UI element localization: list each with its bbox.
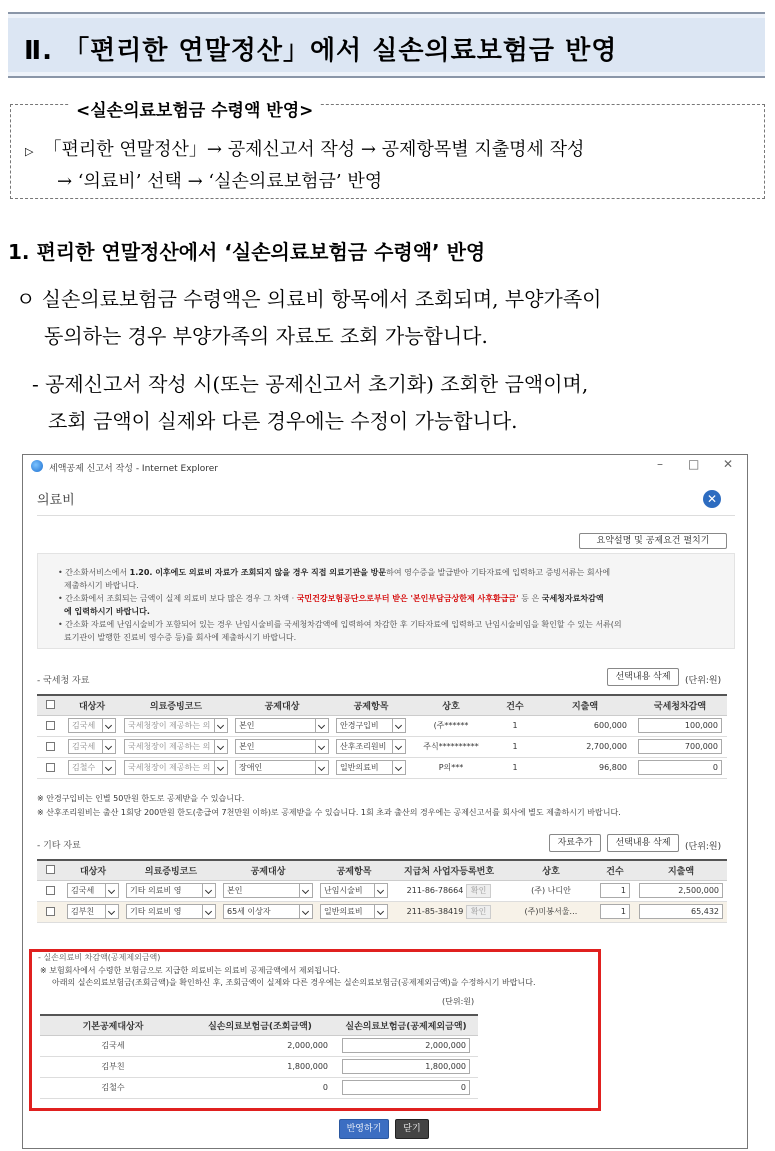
chevron-down-icon — [315, 740, 328, 753]
other-unit: (단위:원) — [685, 842, 722, 852]
item-select[interactable]: 일반의료비 — [336, 760, 406, 775]
chevron-down-icon — [299, 884, 312, 897]
paragraph-1-line-2: 동의하는 경우 부양가족의 자료도 조회 가능합니다. — [44, 324, 488, 348]
paragraph-2-line-1: - 공제신고서 작성 시(또는 공제신고서 초기화) 조회한 금액이며, — [32, 372, 589, 396]
window-titlebar — [23, 455, 747, 477]
summary-expand-button[interactable]: 요약설명 및 공제요건 펼치기 — [579, 533, 727, 549]
chevron-down-icon — [202, 884, 215, 897]
insured-name-cell: 김부친 — [40, 1056, 186, 1077]
lookup-amount-cell: 0 — [186, 1077, 334, 1098]
row-checkbox[interactable] — [46, 763, 55, 772]
row-checkbox[interactable] — [46, 742, 55, 751]
amount-cell: 600,000 — [537, 715, 633, 736]
row-checkbox[interactable] — [46, 886, 55, 895]
paragraph-1-line-1: ㅇ 실손의료보험금 수령액은 의료비 항목에서 조회되며, 부양가족이 — [16, 287, 602, 311]
count-cell: 1 — [493, 757, 537, 778]
maximize-icon[interactable]: □ — [688, 457, 700, 471]
chevron-down-icon — [374, 905, 387, 918]
summary-box-title: <실손의료보험금 수령액 반영> — [70, 96, 319, 121]
excluded-amount-input[interactable]: 1,800,000 — [342, 1059, 470, 1074]
summary-line-2: → ‘의료비’ 선택 → ‘실손의료보험금’ 반영 — [57, 171, 383, 192]
chevron-down-icon — [392, 740, 405, 753]
nts-table — [37, 694, 727, 779]
excluded-amount-input[interactable]: 0 — [342, 1080, 470, 1095]
triangle-bullet-icon: ▷ — [25, 145, 34, 158]
reduce-input[interactable]: 100,000 — [638, 718, 722, 733]
table-row — [37, 880, 727, 901]
section-title — [24, 30, 617, 67]
company-cell: 주식********** — [409, 736, 493, 757]
code-select[interactable]: 국세청장이 제공하는 의 — [124, 739, 228, 754]
insurance-title: - 실손의료비 차감액(공제제외금액) — [38, 953, 161, 962]
chevron-down-icon — [315, 719, 328, 732]
select-all-checkbox[interactable] — [46, 700, 55, 709]
verify-button[interactable]: 확인 — [466, 905, 491, 919]
item-select[interactable]: 일반의료비 — [320, 904, 388, 919]
ie-window-screenshot — [22, 454, 748, 1149]
note-glasses: ※ 안경구입비는 인별 50만원 한도로 공제받을 수 있습니다. — [37, 794, 245, 803]
apply-button[interactable]: 반영하기 — [339, 1119, 389, 1139]
table-row — [37, 715, 727, 736]
chevron-down-icon — [102, 761, 115, 774]
chevron-down-icon — [102, 719, 115, 732]
insurance-unit: (단위:원) — [442, 997, 475, 1006]
nts-data-label: - 국세청 자료 — [37, 676, 90, 686]
panel-title: 의료비 — [37, 493, 75, 508]
chevron-down-icon — [214, 740, 227, 753]
company-cell: P의*** — [409, 757, 493, 778]
divider — [37, 515, 735, 516]
close-button[interactable]: 닫기 — [395, 1119, 429, 1139]
window-title: 세액공제 신고서 작성 - Internet Explorer — [49, 464, 219, 474]
bizno-cell: 211-85-38419 — [406, 906, 464, 916]
lookup-amount-cell: 1,800,000 — [186, 1056, 334, 1077]
amount-input[interactable]: 2,500,000 — [639, 883, 723, 898]
item-select[interactable]: 안경구입비 — [336, 718, 406, 733]
section-header — [8, 12, 765, 78]
chevron-down-icon — [392, 761, 405, 774]
code-select[interactable]: 기타 의료비 영 — [126, 904, 216, 919]
amount-cell: 2,700,000 — [537, 736, 633, 757]
select-all-checkbox[interactable] — [46, 865, 55, 874]
lookup-amount-cell: 2,000,000 — [186, 1035, 334, 1056]
excluded-amount-input[interactable]: 2,000,000 — [342, 1038, 470, 1053]
insurance-note-1: ※ 보험회사에서 수령한 보험금으로 지급한 의료비는 의료비 공제금액에서 제외됩니다. — [40, 966, 341, 975]
reduce-input[interactable]: 700,000 — [638, 739, 722, 754]
chevron-down-icon — [299, 905, 312, 918]
chevron-down-icon — [102, 740, 115, 753]
insurance-table — [40, 1014, 478, 1099]
insurance-header-row: 기본공제대상자 실손의료보험금(조회금액) 실손의료보험금(공제제외금액) — [40, 1015, 478, 1035]
paragraph-2-line-2: 조회 금액이 실제와 다른 경우에는 수정이 가능합니다. — [48, 409, 518, 433]
window-close-icon[interactable]: ✕ — [723, 457, 734, 471]
note-postnatal: ※ 산후조리원비는 출산 1회당 200만원 한도(총급여 7천만원 이하)로 공제받을 수 있습니다. 1회 초과 출산의 경우에는 공제신고서를 회사에 별도 제출하시기 바랍니다. — [37, 808, 621, 817]
deduct-select[interactable]: 본인 — [235, 739, 329, 754]
chevron-down-icon — [315, 761, 328, 774]
deduct-select[interactable]: 본인 — [223, 883, 313, 898]
insured-name-cell: 김철수 — [40, 1077, 186, 1098]
panel-close-icon[interactable]: ✕ — [703, 490, 721, 508]
other-delete-button[interactable]: 선택내용 삭제 — [607, 834, 679, 852]
verify-button[interactable]: 확인 — [466, 884, 491, 898]
company-cell: (주****** — [409, 715, 493, 736]
code-select[interactable]: 기타 의료비 영 — [126, 883, 216, 898]
target-select[interactable]: 김철수 — [68, 760, 116, 775]
target-select[interactable]: 김국세 — [67, 883, 119, 898]
item-select[interactable]: 산후조리원비 — [336, 739, 406, 754]
target-select[interactable]: 김부친 — [67, 904, 119, 919]
insurance-note-2: 아래의 실손의료보험금(조회금액)을 확인하신 후, 조회금액이 실제와 다른 경우에는 실손의료보험금(공제제외금액)을 수정하시기 바랍니다. — [52, 978, 536, 987]
insured-name-cell: 김국세 — [40, 1035, 186, 1056]
table-row — [37, 757, 727, 778]
count-input[interactable]: 1 — [600, 883, 630, 898]
row-checkbox[interactable] — [46, 721, 55, 730]
item-select[interactable]: 난임시술비 — [320, 883, 388, 898]
target-select[interactable]: 김국세 — [68, 718, 116, 733]
target-select[interactable]: 김국세 — [68, 739, 116, 754]
table-row — [40, 1077, 478, 1098]
notice-box: • 간소화서비스에서 1.20. 이후에도 의료비 자료가 조회되지 않을 경우 직접 의료기관을 방문하여 영수증을 발급받아 기타자료에 입력하고 증빙서류는 회사에 제출하시기 바랍니다. • 간소화에서 조회되는 금액이 실제 의료비 보다 많은 경우 그 차액 · 국민건강보험공단으로부터 받은 '본인부담금상한제 사후환급금' 등 은 국세청자료차감액 에 입력하시기 바랍니다. • 간소화 자료에 난임시술비가 포함되어 있는 경우 난임시술비를 국세청차감액에 입력하여 차감한 후 기타자료에 입력하고 난임시술비임을 확인할 수 있는 서류(의 료기관이 발행한 진료비 영수증 등)를 회사에 제출하시기 바랍니다. — [37, 553, 735, 649]
amount-input[interactable]: 65,432 — [639, 904, 723, 919]
deduct-select[interactable]: 장애인 — [235, 760, 329, 775]
other-table — [37, 859, 727, 923]
section-title-text: 「편리한 연말정산」에서 실손의료보험금 반영 — [63, 36, 618, 66]
table-row — [40, 1035, 478, 1056]
chevron-down-icon — [374, 884, 387, 897]
bizno-cell: 211-86-78664 — [406, 885, 464, 895]
heading-1: 1. 편리한 연말정산에서 ‘실손의료보험금 수령액’ 반영 — [8, 240, 486, 264]
chevron-down-icon — [392, 719, 405, 732]
chevron-down-icon — [105, 884, 118, 897]
table-row — [37, 736, 727, 757]
deduct-select[interactable]: 65세 이상자 — [223, 904, 313, 919]
amount-cell: 96,800 — [537, 757, 633, 778]
other-header-row: 대상자 의료증빙코드 공제대상 공제항목 지급처 사업자등록번호 상호 건수 지출액 — [37, 860, 727, 880]
chevron-down-icon — [214, 719, 227, 732]
code-select[interactable]: 국세청장이 제공하는 의 — [124, 718, 228, 733]
nts-unit: (단위:원) — [685, 676, 722, 686]
count-input[interactable]: 1 — [600, 904, 630, 919]
chevron-down-icon — [202, 905, 215, 918]
section-numeral: Ⅱ. — [24, 36, 54, 66]
reduce-input[interactable]: 0 — [638, 760, 722, 775]
company-cell: (주)미봉서울… — [507, 901, 595, 922]
count-cell: 1 — [493, 715, 537, 736]
row-checkbox[interactable] — [46, 907, 55, 916]
add-data-button[interactable]: 자료추가 — [549, 834, 601, 852]
deduct-select[interactable]: 본인 — [235, 718, 329, 733]
minimize-icon[interactable]: – — [657, 457, 663, 471]
insurance-highlight-box — [29, 949, 601, 1111]
chevron-down-icon — [214, 761, 227, 774]
table-row — [37, 901, 727, 922]
nts-delete-button[interactable]: 선택내용 삭제 — [607, 668, 679, 686]
chevron-down-icon — [105, 905, 118, 918]
internet-explorer-icon — [31, 460, 43, 472]
other-data-label: - 기타 자료 — [37, 841, 81, 851]
table-row — [40, 1056, 478, 1077]
summary-line-1: ▷ 「편리한 연말정산」→ 공제신고서 작성 → 공제항목별 지출명세 작성 — [25, 139, 585, 160]
nts-header-row: 대상자 의료증빙코드 공제대상 공제항목 상호 건수 지출액 국세청차감액 — [37, 695, 727, 715]
count-cell: 1 — [493, 736, 537, 757]
company-cell: (주) 나디안 — [507, 880, 595, 901]
code-select[interactable]: 국세청장이 제공하는 의 — [124, 760, 228, 775]
